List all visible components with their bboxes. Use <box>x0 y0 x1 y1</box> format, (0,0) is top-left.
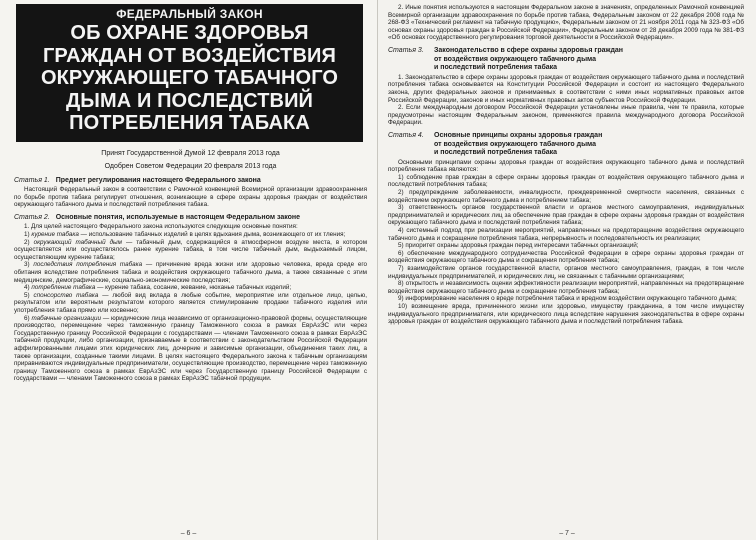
defined-term: курение табака <box>31 231 79 239</box>
article-1-title: Предмет регулирования настоящего Федерального закона <box>55 176 261 184</box>
principle-item: 1) соблюдение прав граждан в сфере охраны здоровья граждан от воздействия окружающего табачного дыма и последствий потребления табака; <box>388 173 744 189</box>
adoption-info <box>14 148 367 172</box>
article-3-paragraph-2: 2. Если международным договором Российской Федерации установлены иные правила, чем те правила, которые предусмотрены настоящим Федеральным законом, применяются правила международного договора Российской Федерации. <box>388 104 744 127</box>
law-type-label: ФЕДЕРАЛЬНЫЙ ЗАКОН <box>116 7 263 21</box>
item-number: 4) <box>24 284 30 292</box>
principle-item: 4) системный подход при реализации мероприятий, направленных на предотвращение воздействия окружающего табачного дыма и сокращение потребления табака, непрерывность и последовательность их реализации; <box>388 227 744 242</box>
law-title-banner <box>16 4 363 142</box>
article-4-intro: Основными принципами охраны здоровья граждан от воздействия окружающего табачного дыма и последствий потребления табака являются: <box>388 158 744 174</box>
article-3-title-line-3: и последствий потребления табака <box>434 64 558 72</box>
definition-item <box>14 292 367 315</box>
principle-item: 2) предупреждение заболеваемости, инвалидности, преждевременной смертности населения, связанных с воздействием окружающего табачного дыма и потреблением табака; <box>388 189 744 204</box>
defined-term: окружающий табачный дым <box>33 238 123 246</box>
principle-item: 5) приоритет охраны здоровья граждан перед интересами табачных организаций; <box>398 242 639 250</box>
article-2-title: Основные понятия, используемые в настоящем Федеральном законе <box>55 213 301 221</box>
definition-item <box>14 284 367 292</box>
definition-text: — юридические лица независимо от организационно-правовой формы, осуществляющие производство, перемещение через таможенную границу Таможенного союза в рамках ЕврАзЭС или через Государственную границу Российской Федерации с государствами — членами Таможенного союза в рамках ЕврАзЭС табачной продукции, либо организации, признаваемые в соответствии с законодательством Российской Федерации аффилированными лицами этих юридических лиц, дочерние и зависимые организации, объединения таких лиц, а также организации, созданные такими лицами. В целях настоящего Федерального закона к табачным организациям приравниваются индивидуальные предприниматели, осуществляющие производство, перемещение через таможенную границу Таможенного союза в рамках ЕврАзЭС или через Государственную границу Российской Федерации с государствами — членами Таможенного союза в рамках ЕврАзЭС табачной продукции. <box>14 314 367 383</box>
item-number: 1) <box>24 231 30 239</box>
article-3-title-line-2: от воздействия окружающего табачного дыма <box>434 55 597 63</box>
article-4-heading <box>388 132 744 158</box>
page-number-right: – 7 – <box>559 530 575 537</box>
right-page <box>378 0 756 540</box>
definition-text: — курение табака, сосание, жевание, нюханье табачных изделий; <box>97 284 292 292</box>
definition-text: — использование табачных изделий в целях вдыхания дыма, возникающего от их тления; <box>80 231 346 239</box>
approved-date: Одобрен Советом Федерации 20 февраля 2013 года <box>104 162 277 170</box>
definition-text: — любой вид вклада в любые событие, мероприятие или отдельное лицо, целью, результатом или вероятным результатом которого является стимулирование продажи табачного изделия или употребления табака прямо или косвенно; <box>14 291 367 314</box>
article-3-heading <box>388 47 744 73</box>
principle-item: 3) ответственность органов государственной власти и органов местного самоуправления, индивидуальных предпринимателей и юридических лиц за обеспечение прав граждан в сфере охраны здоровья граждан от воздействия окружающего табачного дыма и последствий потребления табака; <box>388 204 744 227</box>
article-3-paragraph-1: 1. Законодательство в сфере охраны здоровья граждан от воздействия окружающего табачного дыма и последствий потребления табака основывается на Конституции Российской Федерации и состоит из настоящего Федерального закона, других федеральных законов и принимаемых в соответствии с ними иных нормативных правовых актов Российской Федерации, законов и иных нормативных правовых актов субъектов Российской Федерации. <box>388 73 744 104</box>
principle-item: 9) информирование населения о вреде потребления табака и вредном воздействии окружающего табачного дыма; <box>398 295 737 303</box>
item-number: 5) <box>24 291 30 299</box>
article-4-title-line-1: Основные принципы охраны здоровья граждан <box>434 131 603 139</box>
principle-item: 6) обеспечение международного сотрудничества Российской Федерации в сфере охраны здоровья граждан от воздействия окружающего табачного дыма и сокращения потребления табака; <box>388 249 744 265</box>
law-title: ОБ ОХРАНЕ ЗДОРОВЬЯ ГРАЖДАН ОТ ВОЗДЕЙСТВИЯ ОКРУЖАЮЩЕГО ТАБАЧНОГО ДЫМА И ПОСЛЕДСТВИЙ ПОТРЕБЛЕНИЯ ТАБАКА <box>40 22 339 134</box>
definition-text: — табачный дым, содержащийся в атмосферном воздухе места, в котором осуществляется или осуществлялось ранее курение табака, в том числе табачный дым, выдыхаемый лицом, осуществляющим курение табака; <box>14 238 368 261</box>
principle-item: 10) возмещение вреда, причиненного жизни или здоровью, имуществу гражданина, в том числе имуществу индивидуального предпринимателя, или юридического лица вследствие нарушения законодательства в сфере охраны здоровья граждан от воздействия окружающего табачного дыма и последствий потребления табака. <box>388 302 744 326</box>
adopted-date: Принят Государственной Думой 12 февраля 2013 года <box>101 149 280 157</box>
defined-term: последствия потребления табака <box>33 261 143 269</box>
article-1-number: Статья 1. <box>14 176 50 184</box>
definition-item <box>14 261 367 284</box>
principle-item: 8) открытость и независимость оценки эффективности реализации мероприятий, направленных на предотвращение воздействия окружающего табачного дыма и сокращение потребления табака; <box>388 280 744 295</box>
article-2-paragraph-2: 2. Иные понятия используются в настоящем Федеральном законе в значениях, определенных Рамочной конвенцией Всемирной организации здравоохранения по борьбе против табака, Федеральным законом от 22 декабря 2008 года № 268-ФЗ «Технический регламент на табачную продукцию», Федеральным законом от 21 ноября 2011 года № 323-ФЗ «Об основах охраны здоровья граждан в Российской Федерации», Федеральным законом от 28 декабря 2009 года № 381-ФЗ «Об основах государственного регулирования торговой деятельности в Российской Федерации». <box>388 4 744 42</box>
article-2-heading <box>14 214 367 223</box>
article-1-text: Настоящий Федеральный закон в соответствии с Рамочной конвенцией Всемирной организации здравоохранения по борьбе против табака регулирует отношения, возникающие в сфере охраны здоровья граждан от воздействия окружающего табачного дыма и последствий потребления табака. <box>14 186 367 209</box>
article-4-title-line-3: и последствий потребления табака <box>434 149 558 157</box>
definition-item <box>14 315 367 383</box>
item-number: 2) <box>24 238 30 246</box>
definition-text: — причинение вреда жизни или здоровью человека, вреда среде его обитания вследствие потребления табака и воздействия окружающего табачного дыма, а также связанные с этим медицинские, демографические, социально-экономические последствия; <box>14 261 368 284</box>
defined-term: потребление табака <box>31 284 96 292</box>
definition-item <box>14 231 367 239</box>
article-3-title-line-1: Законодательство в сфере охраны здоровья граждан <box>434 46 624 54</box>
article-4-title-line-2: от воздействия окружающего табачного дыма <box>434 140 597 148</box>
item-number: 3) <box>24 261 30 269</box>
defined-term: табачные организации <box>31 314 101 322</box>
definition-item <box>14 239 367 262</box>
article-2-intro: 1. Для целей настоящего Федерального закона используются следующие основные понятия: <box>24 223 298 231</box>
article-2-number: Статья 2. <box>14 213 50 221</box>
article-4-number: Статья 4. <box>388 131 424 139</box>
defined-term: спонсорство табака <box>33 291 99 299</box>
article-3-number: Статья 3. <box>388 46 424 54</box>
item-number: 6) <box>24 314 30 322</box>
article-1-heading <box>14 177 367 186</box>
page-number-left: – 6 – <box>180 530 197 537</box>
principle-item: 7) взаимодействие органов государственной власти, органов местного самоуправления, граждан, в том числе индивидуальных предпринимателей, и юридических лиц, не связанных с табачными организациями; <box>388 265 744 280</box>
